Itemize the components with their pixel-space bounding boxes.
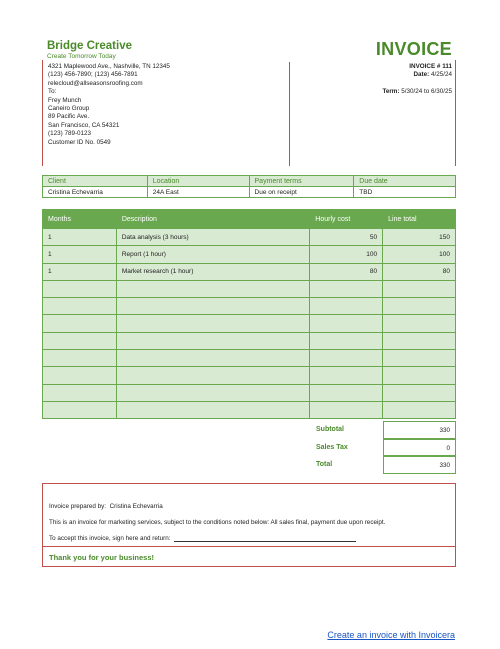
footer-box — [42, 483, 456, 567]
line-item-months: 1 — [43, 229, 117, 246]
line-item-row — [43, 298, 456, 315]
bill-to-company: Caneiro Group — [48, 105, 90, 113]
invoice-number: 111 — [442, 63, 452, 70]
line-item-months: 1 — [43, 246, 117, 263]
company-name: Bridge Creative — [47, 40, 133, 52]
signature-line[interactable] — [174, 536, 356, 542]
totals-block — [310, 421, 456, 474]
subtotal-row — [310, 421, 456, 439]
line-item-row — [43, 367, 456, 384]
header-divider — [289, 62, 290, 166]
subtotal-value: 330 — [383, 421, 456, 439]
client-info-header-row — [43, 176, 456, 187]
header-hourly-cost: Hourly cost — [310, 210, 383, 229]
line-item-total — [383, 350, 456, 367]
line-item-months — [43, 332, 117, 349]
invoice-number-label: INVOICE # — [409, 63, 441, 70]
header-months: Months — [43, 210, 117, 229]
total-row — [310, 456, 456, 474]
line-item-description — [116, 332, 309, 349]
invoice-date: 4/25/24 — [430, 71, 452, 79]
line-item-hourly-cost: 80 — [310, 263, 383, 280]
line-item-total: 80 — [383, 263, 456, 280]
company-tagline: Create Tomorrow Today — [47, 53, 116, 60]
line-item-months — [43, 315, 117, 332]
client-name: Cristina Echevarria — [43, 187, 148, 198]
sales-tax-label: Sales Tax — [316, 443, 348, 451]
line-item-row — [43, 401, 456, 418]
terms-text: This is an invoice for marketing services, subject to the conditions noted below: All sales final, payment due upon receipt. — [49, 519, 386, 526]
invoicera-link[interactable]: Create an invoice with Invoicera — [327, 630, 455, 640]
subtotal-label: Subtotal — [316, 426, 344, 433]
client-payment-terms: Due on receipt — [249, 187, 354, 198]
company-header — [47, 40, 132, 60]
line-item-months — [43, 367, 117, 384]
line-item-description — [116, 401, 309, 418]
line-item-row — [43, 229, 456, 246]
header-client: Client — [43, 176, 148, 187]
line-item-hourly-cost — [310, 350, 383, 367]
line-item-description: Report (1 hour) — [116, 246, 309, 263]
line-item-hourly-cost — [310, 298, 383, 315]
prepared-by-label: Invoice prepared by: — [49, 503, 107, 510]
line-item-total — [383, 367, 456, 384]
line-item-description: Market research (1 hour) — [116, 263, 309, 280]
line-items-table — [42, 209, 456, 419]
line-item-hourly-cost — [310, 332, 383, 349]
line-item-months — [43, 384, 117, 401]
line-item-row — [43, 280, 456, 297]
header-line-total: Line total — [383, 210, 456, 229]
line-item-total — [383, 401, 456, 418]
header-due-date: Due date — [354, 176, 456, 187]
company-phone-line: (123) 456-7890; (123) 456-7891 — [48, 71, 138, 79]
invoice-term-label: Term: — [382, 88, 400, 96]
thank-you-message: Thank you for your business! — [49, 553, 155, 562]
company-address-line: 4321 Maplewood Ave., Nashville, TN 12345 — [48, 63, 170, 70]
line-item-total — [383, 315, 456, 332]
line-item-description — [116, 384, 309, 401]
line-item-row — [43, 384, 456, 401]
line-item-total — [383, 298, 456, 315]
client-info-table — [42, 175, 456, 198]
line-item-total: 100 — [383, 246, 456, 263]
sales-tax-row — [310, 439, 456, 457]
bill-to-customer-id: Customer ID No. 0549 — [48, 138, 111, 146]
invoice-term: 5/30/24 to 6/30/25 — [401, 88, 452, 96]
line-item-hourly-cost: 50 — [310, 229, 383, 246]
line-item-months — [43, 280, 117, 297]
line-item-total — [383, 280, 456, 297]
line-item-hourly-cost — [310, 280, 383, 297]
invoice-date-row — [382, 71, 452, 79]
total-value: 330 — [383, 456, 456, 474]
line-items-header-row — [43, 210, 456, 229]
footer-divider — [43, 546, 455, 547]
header-location: Location — [147, 176, 249, 187]
accept-text: To accept this invoice, sign here and return: — [49, 535, 171, 542]
line-item-months — [43, 350, 117, 367]
line-item-description — [116, 315, 309, 332]
bill-to-phone: (123) 789-0123 — [48, 130, 92, 138]
line-item-months — [43, 298, 117, 315]
line-item-total — [383, 332, 456, 349]
invoice-title: INVOICE — [375, 39, 452, 59]
line-item-description — [116, 350, 309, 367]
invoice-meta — [382, 63, 452, 97]
bill-to-label: To: — [48, 88, 57, 96]
line-item-row — [43, 246, 456, 263]
line-item-description: Data analysis (3 hours) — [116, 229, 309, 246]
line-item-description — [116, 280, 309, 297]
line-item-row — [43, 263, 456, 280]
header-description: Description — [116, 210, 309, 229]
line-item-total: 150 — [383, 229, 456, 246]
header-payment-terms: Payment terms — [249, 176, 354, 187]
prepared-by-line — [49, 503, 163, 510]
line-item-hourly-cost — [310, 367, 383, 384]
company-email-line: relecloud@allseasonsroofing.com — [48, 79, 143, 87]
address-block — [48, 63, 170, 147]
client-info-row — [43, 187, 456, 198]
client-due-date: TBD — [354, 187, 456, 198]
bill-to-city: San Francisco, CA 54321 — [48, 121, 120, 129]
line-item-months — [43, 401, 117, 418]
accept-line — [49, 535, 356, 542]
total-label: Total — [316, 461, 333, 468]
prepared-by-name: Cristina Echevarria — [109, 503, 163, 510]
line-item-row — [43, 332, 456, 349]
line-item-description — [116, 367, 309, 384]
line-item-hourly-cost — [310, 384, 383, 401]
line-item-row — [43, 350, 456, 367]
line-item-total — [383, 384, 456, 401]
bill-to-name: Frey Munch — [48, 96, 82, 104]
client-location: 24A East — [147, 187, 249, 198]
invoice-date-label: Date: — [413, 71, 430, 79]
line-item-hourly-cost: 100 — [310, 246, 383, 263]
sales-tax-value: 0 — [383, 439, 456, 457]
invoice-number-row — [382, 63, 452, 71]
invoice-term-row — [382, 88, 452, 96]
line-item-hourly-cost — [310, 401, 383, 418]
bill-to-street: 89 Pacific Ave. — [48, 113, 90, 121]
line-item-description — [116, 298, 309, 315]
line-item-row — [43, 315, 456, 332]
line-item-months: 1 — [43, 263, 117, 280]
line-item-hourly-cost — [310, 315, 383, 332]
